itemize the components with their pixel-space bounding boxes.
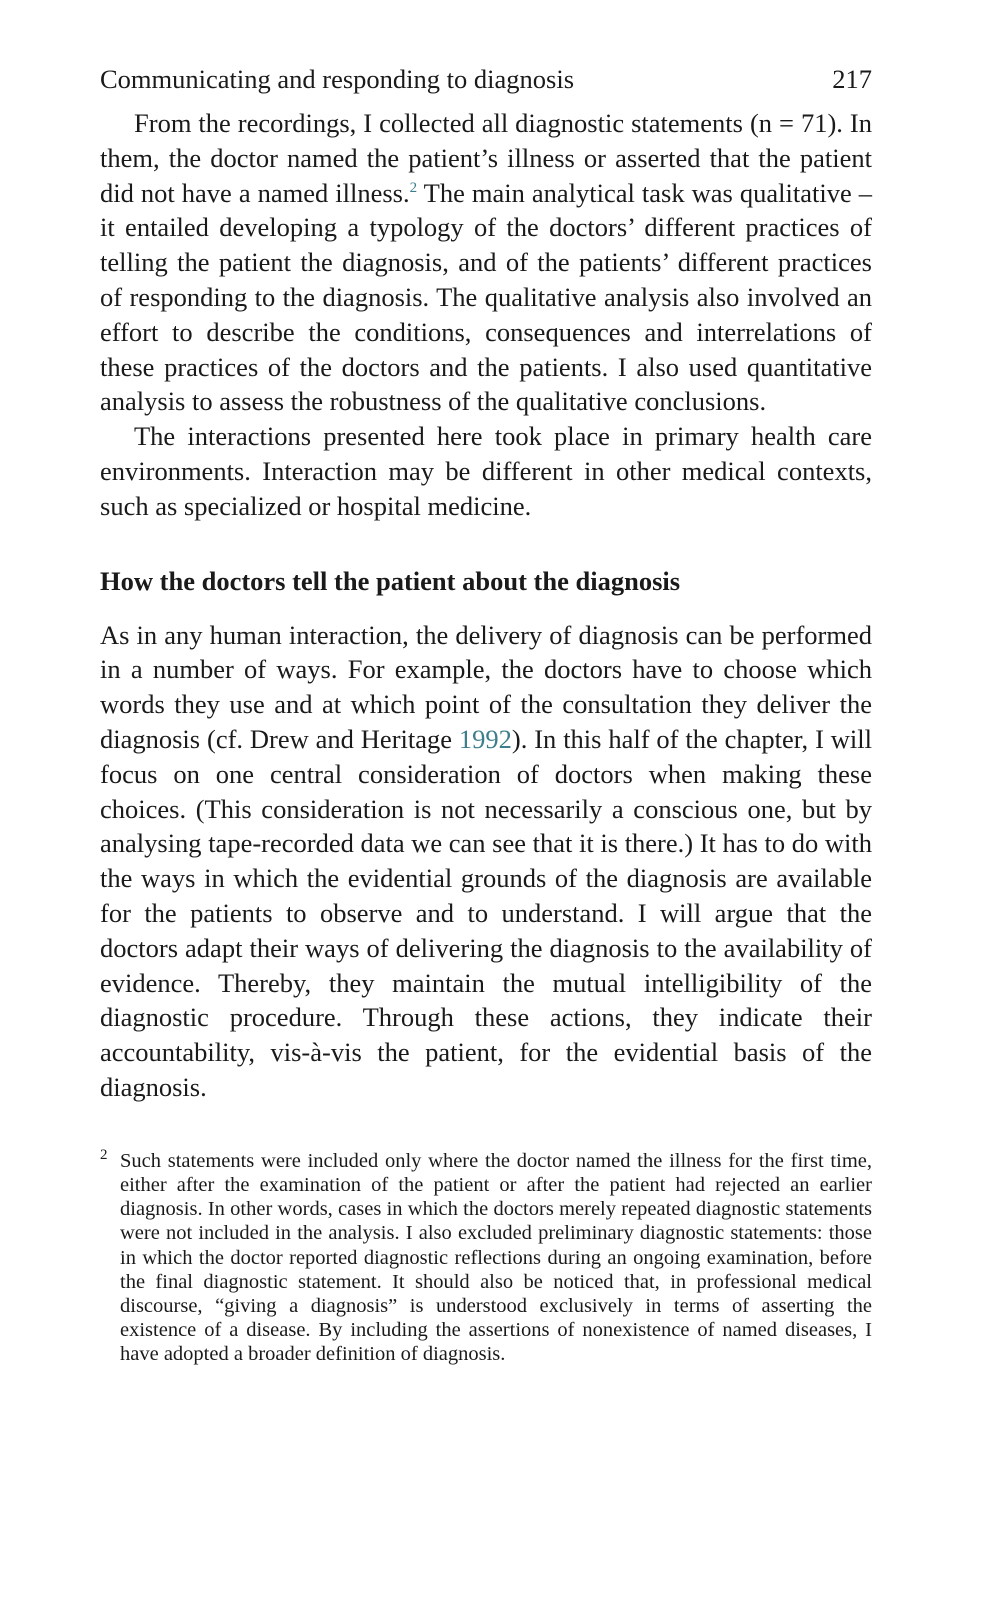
book-page	[100, 62, 872, 1367]
footnote-number: 2	[100, 1146, 108, 1163]
running-head	[100, 62, 872, 96]
citation-link-1992[interactable]: 1992	[458, 723, 512, 754]
paragraph-1-part-a: From the recordings, I collected all diagnostic statements (n = 71). In them, the doctor named the patient’s illness or asserted that the patient did not have a named illness.	[100, 108, 872, 208]
body-text	[100, 106, 872, 1105]
footnote-reference-link[interactable]: 2	[409, 179, 418, 196]
paragraph-3	[100, 618, 872, 1105]
footnote	[100, 1146, 872, 1367]
section-heading: How the doctors tell the patient about the diagnosis	[100, 565, 681, 596]
page-number: 217	[832, 64, 872, 94]
paragraph-1	[100, 106, 872, 419]
paragraph-2: The interactions presented here took place in primary health care environments. Interaction may be different in other medical contexts, such as specialized or hospital medicine.	[100, 421, 872, 521]
footnote-text: Such statements were included only where the doctor named the illness for the first time, either after the examination of the patient or after the patient had rejected an earlier diagnosis. In other words, cases in which the doctors merely repeated diagnostic statements were not included in the analysis. I also excluded preliminary diagnostic statements: those in which the doctor reported diagnostic reflections during an ongoing examination, before the final diagnostic statement. It should also be noticed that, in professional medical discourse, “giving a diagnosis” is understood exclusively in terms of asserting the existence of a disease. By including the assertions of nonexistence of named diseases, I have adopted a broader definition of diagnosis.	[120, 1149, 872, 1366]
paragraph-1-part-b: The main analytical task was qualitative – it entailed developing a typology of the doctors’ different practices of telling the patient the diagnosis, and of the patients’ different practices of responding to the diagnosis. The qualitative analysis also involved an effort to describe the conditions, consequences and interrelations of these practices of the doctors and the patients. I also used quantitative analysis to assess the robustness of the qualitative conclusions.	[100, 177, 872, 417]
running-title: Communicating and responding to diagnosis	[100, 64, 575, 94]
paragraph-3-part-a: As in any human interaction, the delivery of diagnosis can be performed in a number of ways. For example, the doctors have to choose which words they use and at which point of the consultation they deliver the diagnosis (cf. Drew and Heritage	[100, 619, 872, 754]
paragraph-3-part-b: ). In this half of the chapter, I will focus on one central consideration of doctors when making these choices. (This consideration is not necessarily a conscious one, but by analysing tape-recorded data we can see that it is there.) It has to do with the ways in which the evidential grounds of the diagnosis are available for the patients to observe and to understand. I will argue that the doctors adapt their ways of delivering the diagnosis to the availability of evidence. Thereby, they maintain the mutual intelligibility of the diagnostic procedure. Through these actions, they indicate their accountability, vis-à-vis the patient, for the evidential basis of the diagnosis.	[100, 723, 872, 1102]
